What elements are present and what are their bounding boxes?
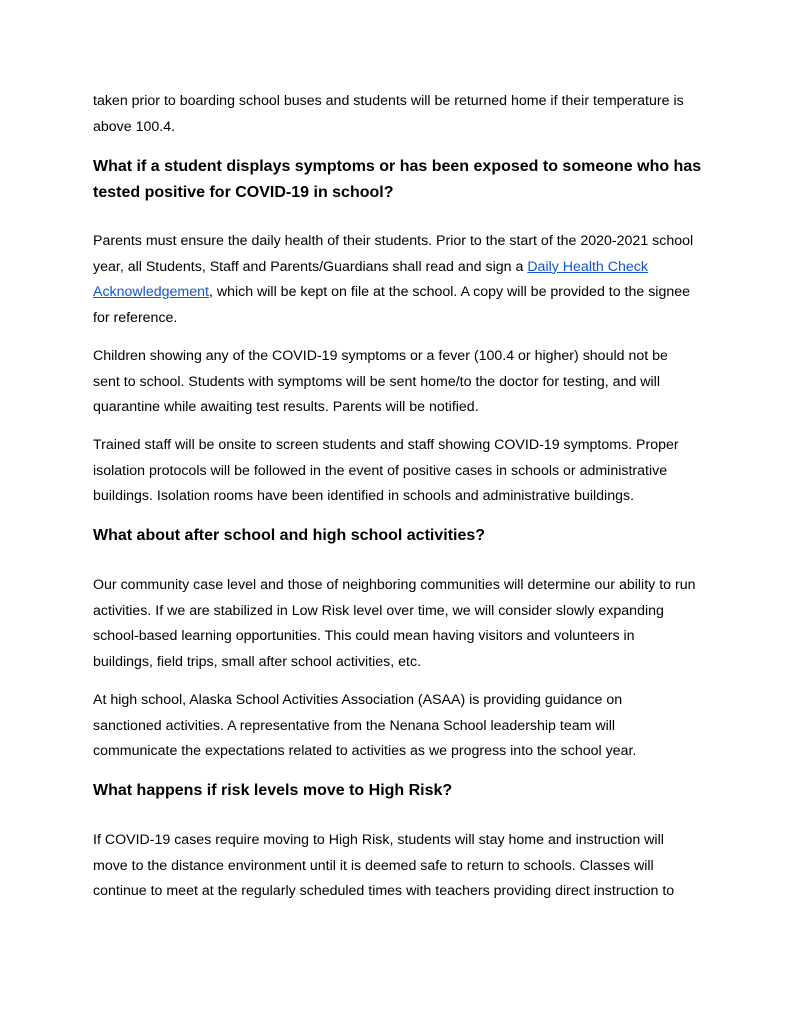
text-line: [93, 280, 713, 306]
text-line: for reference.: [93, 309, 178, 326]
text-segment: year, all Students, Staff and Parents/Guardians shall read and sign a: [93, 258, 528, 275]
text-line: activities. If we are stabilized in Low Risk level over time, we will consider slowly expanding: [93, 602, 664, 619]
acknowledgement-link[interactable]: Acknowledgement: [93, 284, 209, 300]
text-line: quarantine while awaiting test results. Parents will be notified.: [93, 399, 479, 415]
text-line: [93, 255, 713, 281]
section-heading-high-risk: [93, 778, 713, 804]
community-case-paragraph: [93, 573, 713, 675]
text-line: buildings. Isolation rooms have been identified in schools and administrative buildings.: [93, 488, 635, 504]
text-segment: , which will be kept on file at the school. A copy will be provided to the signee: [208, 284, 691, 300]
text-line: school-based learning opportunities. This could mean having visitors and volunteers in: [93, 628, 635, 644]
section-heading-activities: [93, 523, 713, 549]
section-heading-symptoms: [93, 154, 713, 205]
text-line: Parents must ensure the daily health of their students. Prior to the start of the 2020-2021 school: [93, 233, 694, 249]
text-line: isolation protocols will be followed in the event of positive cases in schools or administrative: [93, 462, 668, 479]
daily-health-paragraph: [93, 229, 713, 331]
text-line: communicate the expectations related to activities as we progress into the school year.: [93, 743, 637, 759]
text-line: sent to school. Students with symptoms will be sent home/to the doctor for testing, and will: [93, 373, 660, 390]
text-line: move to the distance environment until it is deemed safe to return to schools. Classes will: [93, 857, 654, 874]
symptoms-paragraph: [93, 344, 713, 421]
text-line: Children showing any of the COVID-19 symptoms or a fever (100.4 or higher) should not be: [93, 348, 668, 364]
text-line: If COVID-19 cases require moving to High Risk, students will stay home and instruction will: [93, 832, 664, 848]
text-line: Trained staff will be onsite to screen students and staff showing COVID-19 symptoms. Proper: [93, 437, 679, 453]
heading-line: What if a student displays symptoms or has been exposed to someone who has: [93, 158, 702, 175]
text-line: buildings, field trips, small after school activities, etc.: [93, 653, 422, 670]
text-line: At high school, Alaska School Activities Association (ASAA) is providing guidance on: [93, 692, 623, 708]
text-line: sanctioned activities. A representative from the Nenana School leadership team will: [93, 717, 616, 734]
heading-line: What about after school and high school activities?: [93, 527, 486, 544]
text-line: taken prior to boarding school buses and students will be returned home if their temperature is: [93, 93, 684, 109]
text-line: above 100.4.: [93, 118, 176, 135]
text-line: continue to meet at the regularly scheduled times with teachers providing direct instruction to: [93, 883, 675, 899]
text-line: Our community case level and those of neighboring communities will determine our ability to run: [93, 577, 696, 593]
daily-health-check-link[interactable]: Daily Health Check: [527, 258, 648, 275]
heading-line: tested positive for COVID-19 in school?: [93, 183, 394, 201]
heading-line: What happens if risk levels move to High Risk?: [93, 782, 453, 799]
screening-paragraph: [93, 433, 713, 510]
asaa-paragraph: [93, 688, 713, 765]
intro-paragraph: [93, 89, 713, 140]
high-risk-paragraph: [93, 828, 713, 905]
